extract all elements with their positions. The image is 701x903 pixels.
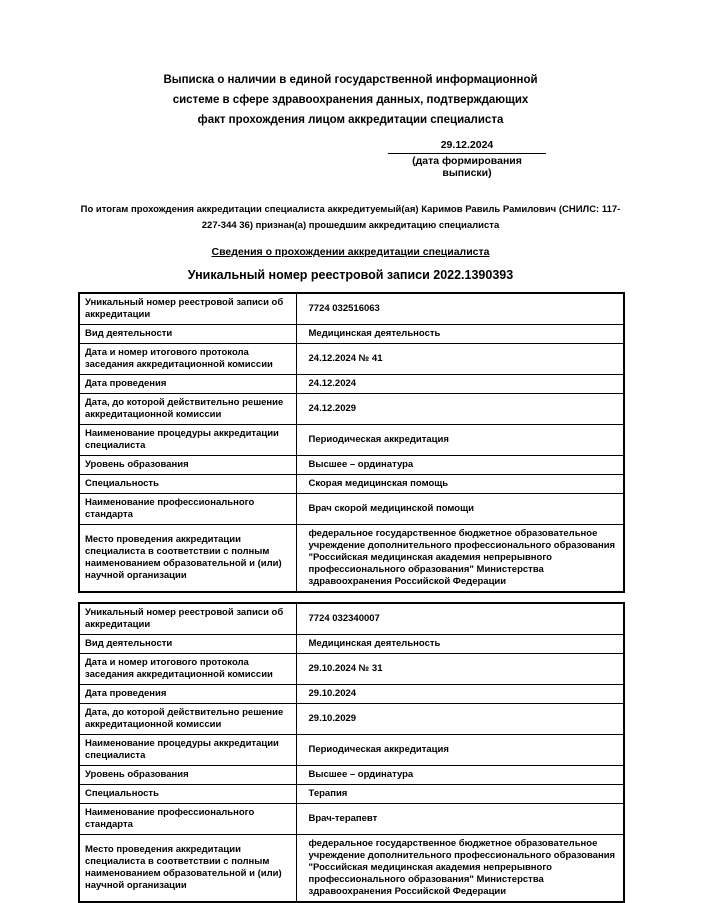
row-label: Уровень образования bbox=[79, 456, 296, 475]
table-row bbox=[79, 456, 624, 475]
row-value: 7724 032516063 bbox=[296, 293, 624, 325]
row-value: Периодическая аккредитация bbox=[296, 735, 624, 766]
row-value: Высшее – ординатура bbox=[296, 766, 624, 785]
row-value: Медицинская деятельность bbox=[296, 635, 624, 654]
row-label: Место проведения аккредитации специалиста в соответствии с полным наименованием образовательной и (или) научной организации bbox=[79, 835, 296, 903]
row-value: 24.12.2024 № 41 bbox=[296, 344, 624, 375]
table-row bbox=[79, 425, 624, 456]
table-row bbox=[79, 654, 624, 685]
row-value: 7724 032340007 bbox=[296, 603, 624, 635]
row-value: 24.12.2024 bbox=[296, 375, 624, 394]
table-row bbox=[79, 375, 624, 394]
registry-record-number-header: Уникальный номер реестровой записи 2022.1390393 bbox=[187, 268, 514, 282]
table-row bbox=[79, 394, 624, 425]
accreditation-table-2 bbox=[78, 602, 625, 903]
row-value: федеральное государственное бюджетное образовательное учреждение дополнительного профессионального образования "Российская медицинская академия непрерывного профессионального образования" Министерства здравоохранения Российской Федерации bbox=[296, 525, 624, 593]
extract-date-block bbox=[388, 139, 546, 179]
table-row bbox=[79, 325, 624, 344]
table-row bbox=[79, 603, 624, 635]
table-row bbox=[79, 293, 624, 325]
section-header: Сведения о прохождении аккредитации специалиста bbox=[211, 246, 490, 258]
table-row bbox=[79, 735, 624, 766]
row-label: Место проведения аккредитации специалиста в соответствии с полным наименованием образовательной и (или) научной организации bbox=[79, 525, 296, 593]
row-label: Дата, до которой действительно решение аккредитационной комиссии bbox=[79, 704, 296, 735]
extract-date: 29.12.2024 bbox=[388, 139, 546, 154]
row-label: Дата и номер итогового протокола заседания аккредитационной комиссии bbox=[79, 344, 296, 375]
row-label: Наименование профессионального стандарта bbox=[79, 494, 296, 525]
table-row bbox=[79, 525, 624, 593]
row-label: Наименование профессионального стандарта bbox=[79, 804, 296, 835]
row-value: Терапия bbox=[296, 785, 624, 804]
table-row bbox=[79, 785, 624, 804]
row-value: 29.10.2024 bbox=[296, 685, 624, 704]
row-value: федеральное государственное бюджетное образовательное учреждение дополнительного профессионального образования "Российская медицинская академия непрерывного профессионального образования" Министерства здравоохранения Российской Федерации bbox=[296, 835, 624, 903]
row-label: Специальность bbox=[79, 785, 296, 804]
row-value: Высшее – ординатура bbox=[296, 456, 624, 475]
table-row bbox=[79, 685, 624, 704]
table-row bbox=[79, 494, 624, 525]
document-title: Выписка о наличии в единой государственной информационной системе в сфере здравоохранения данных, подтверждающих факт прохождения лицом аккредитации специалиста bbox=[163, 74, 538, 126]
row-value: 29.10.2029 bbox=[296, 704, 624, 735]
table-row bbox=[79, 344, 624, 375]
row-label: Специальность bbox=[79, 475, 296, 494]
row-label: Уникальный номер реестровой записи об аккредитации bbox=[79, 293, 296, 325]
row-label: Вид деятельности bbox=[79, 325, 296, 344]
row-value: 24.12.2029 bbox=[296, 394, 624, 425]
table-row bbox=[79, 475, 624, 494]
row-label: Уровень образования bbox=[79, 766, 296, 785]
row-label: Наименование процедуры аккредитации специалиста bbox=[79, 735, 296, 766]
row-label: Дата, до которой действительно решение аккредитационной комиссии bbox=[79, 394, 296, 425]
row-value: Медицинская деятельность bbox=[296, 325, 624, 344]
row-label: Дата проведения bbox=[79, 685, 296, 704]
row-label: Дата и номер итогового протокола заседания аккредитационной комиссии bbox=[79, 654, 296, 685]
table-row bbox=[79, 835, 624, 903]
accreditation-summary-text: По итогам прохождения аккредитации специалиста аккредитуемый(ая) Каримов Равиль Рамилович (СНИЛС: 117-227-344 36) признан(а) прошедшим аккредитацию специалиста bbox=[80, 204, 621, 231]
row-value: 29.10.2024 № 31 bbox=[296, 654, 624, 685]
table-row bbox=[79, 804, 624, 835]
table-row bbox=[79, 635, 624, 654]
table-row bbox=[79, 766, 624, 785]
row-label: Вид деятельности bbox=[79, 635, 296, 654]
row-value: Скорая медицинская помощь bbox=[296, 475, 624, 494]
row-label: Наименование процедуры аккредитации специалиста bbox=[79, 425, 296, 456]
row-label: Уникальный номер реестровой записи об аккредитации bbox=[79, 603, 296, 635]
row-label: Дата проведения bbox=[79, 375, 296, 394]
table-row bbox=[79, 704, 624, 735]
row-value: Врач скорой медицинской помощи bbox=[296, 494, 624, 525]
accreditation-table-1 bbox=[78, 292, 625, 593]
tables bbox=[78, 292, 701, 903]
row-value: Периодическая аккредитация bbox=[296, 425, 624, 456]
row-value: Врач-терапевт bbox=[296, 804, 624, 835]
extract-date-caption: (дата формирования выписки) bbox=[412, 155, 522, 179]
